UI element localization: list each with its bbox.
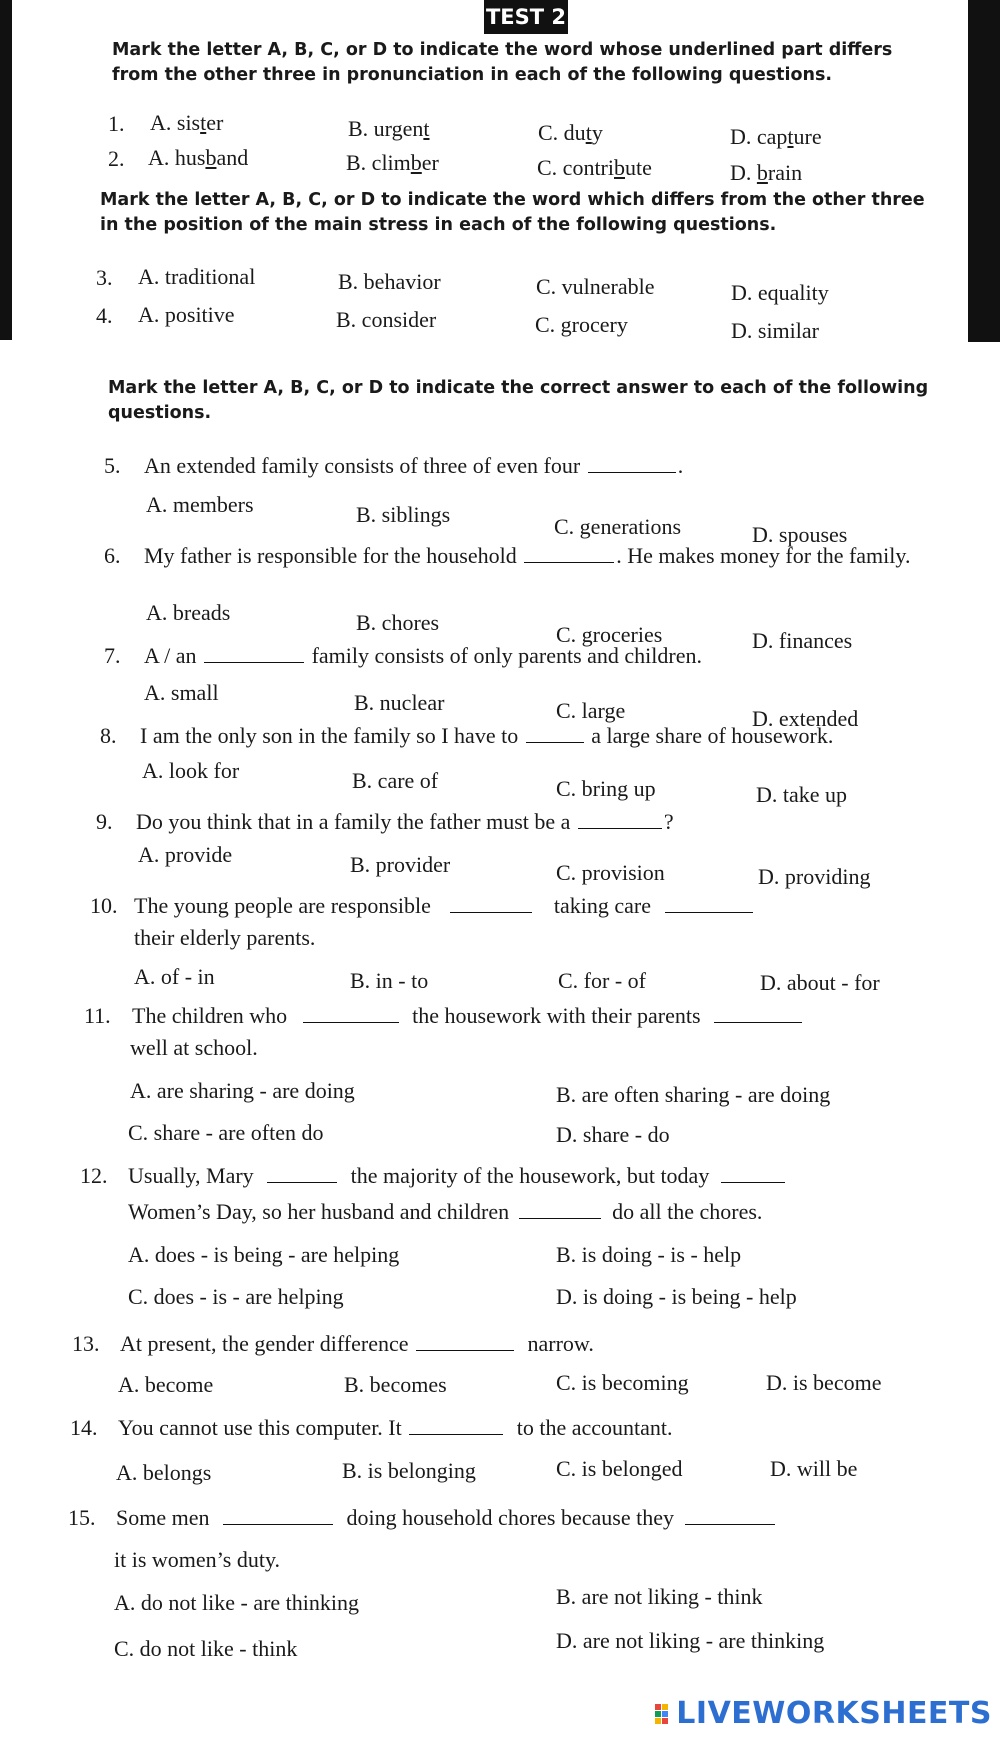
answer-blank[interactable] xyxy=(416,1330,514,1351)
answer-blank[interactable] xyxy=(714,1002,802,1023)
q6-option-c[interactable]: C. groceries xyxy=(556,622,663,647)
q9-option-d[interactable]: D. providing xyxy=(758,864,871,889)
question-3: 3. xyxy=(96,265,113,290)
answer-blank[interactable] xyxy=(409,1414,503,1435)
q4-option-c[interactable]: C. grocery xyxy=(535,312,628,337)
q5-option-c[interactable]: C. generations xyxy=(554,514,682,539)
answer-blank[interactable] xyxy=(204,642,304,663)
instruction-pronunciation: Mark the letter A, B, C, or D to indicate the word whose underlined part differs from the other three in pronunciation in each of the following questions. xyxy=(112,40,893,85)
q12-option-d[interactable]: D. is doing - is being - help xyxy=(556,1284,797,1309)
q6-option-d[interactable]: D. finances xyxy=(752,628,853,653)
answer-blank[interactable] xyxy=(665,892,753,913)
question-15-line2: it is women’s duty. xyxy=(114,1547,281,1572)
q14-option-c[interactable]: C. is belonged xyxy=(556,1456,683,1481)
q7-option-b[interactable]: B. nuclear xyxy=(354,690,445,715)
question-8: 8. I am the only son in the family so I have to a large share of housework. xyxy=(100,723,834,748)
q9-option-b[interactable]: B. provider xyxy=(350,852,451,877)
q1-option-c[interactable]: C. duty xyxy=(538,120,603,145)
q13-option-d[interactable]: D. is become xyxy=(766,1370,882,1395)
answer-blank[interactable] xyxy=(223,1504,333,1525)
question-9: 9. Do you think that in a family the father must be a ? xyxy=(96,809,674,834)
question-11: 11. The children who the housework with their parents xyxy=(84,1000,804,1032)
q2-option-c[interactable]: C. contribute xyxy=(537,155,652,180)
liveworksheets-brand: LIVEWORKSHEETS xyxy=(676,1696,992,1731)
question-10: 10. The young people are responsible taking care xyxy=(90,890,755,922)
q15-option-d[interactable]: D. are not liking - are thinking xyxy=(556,1628,825,1653)
q5-option-b[interactable]: B. siblings xyxy=(356,502,451,527)
question-10-line2: their elderly parents. xyxy=(134,925,316,950)
question-12: 12. Usually, Mary the majority of the housework, but today xyxy=(80,1160,787,1192)
q13-option-a[interactable]: A. become xyxy=(118,1372,214,1397)
q11-option-b[interactable]: B. are often sharing - are doing xyxy=(556,1082,831,1107)
answer-blank[interactable] xyxy=(578,808,662,829)
q5-option-d[interactable]: D. spouses xyxy=(752,522,848,547)
q1-option-b[interactable]: B. urgent xyxy=(348,116,430,141)
question-4: 4. xyxy=(96,303,113,328)
question-7: 7. A / an family consists of only parents and children. xyxy=(104,643,702,668)
q2-option-b[interactable]: B. climber xyxy=(346,150,439,175)
q11-option-d[interactable]: D. share - do xyxy=(556,1122,670,1147)
question-13: 13. At present, the gender difference narrow. xyxy=(72,1331,594,1356)
q10-option-c[interactable]: C. for - of xyxy=(558,968,646,993)
q7-option-d[interactable]: D. extended xyxy=(752,706,859,731)
question-2: 2. xyxy=(108,146,125,171)
q3-option-a[interactable]: A. traditional xyxy=(138,264,256,289)
q8-option-a[interactable]: A. look for xyxy=(142,758,240,783)
q11-option-c[interactable]: C. share - are often do xyxy=(128,1120,324,1145)
q3-option-d[interactable]: D. equality xyxy=(731,280,829,305)
q4-option-a[interactable]: A. positive xyxy=(138,302,235,327)
q4-option-d[interactable]: D. similar xyxy=(731,318,819,343)
q7-option-a[interactable]: A. small xyxy=(144,680,219,705)
scan-edge-left xyxy=(0,0,12,340)
answer-blank[interactable] xyxy=(303,1002,399,1023)
answer-blank[interactable] xyxy=(685,1504,775,1525)
q11-option-a[interactable]: A. are sharing - are doing xyxy=(130,1078,355,1103)
scan-edge-right xyxy=(968,0,1000,342)
q14-option-d[interactable]: D. will be xyxy=(770,1456,858,1481)
q9-option-a[interactable]: A. provide xyxy=(138,842,233,867)
q13-option-b[interactable]: B. becomes xyxy=(344,1372,447,1397)
question-11-line2: well at school. xyxy=(130,1035,258,1060)
q1-option-d[interactable]: D. capture xyxy=(730,124,822,149)
instruction-correct-answer: Mark the letter A, B, C, or D to indicate the correct answer to each of the following questions. xyxy=(108,378,929,423)
q3-option-b[interactable]: B. behavior xyxy=(338,269,441,294)
q6-option-b[interactable]: B. chores xyxy=(356,610,440,635)
q2-option-a[interactable]: A. husband xyxy=(148,145,249,170)
instruction-stress: Mark the letter A, B, C, or D to indicate the word which differs from the other three in the position of the main stress in each of the following questions. xyxy=(100,190,925,235)
answer-blank[interactable] xyxy=(588,452,676,473)
question-12-line2: Women’s Day, so her husband and children do all the chores. xyxy=(128,1199,763,1224)
question-15: 15. Some men doing household chores because they xyxy=(68,1502,777,1534)
q10-option-b[interactable]: B. in - to xyxy=(350,968,429,993)
q8-option-b[interactable]: B. care of xyxy=(352,768,439,793)
liveworksheets-watermark xyxy=(655,1696,992,1731)
q7-option-c[interactable]: C. large xyxy=(556,698,626,723)
test-title: TEST 2 xyxy=(484,0,568,34)
q4-option-b[interactable]: B. consider xyxy=(336,307,437,332)
answer-blank[interactable] xyxy=(519,1198,601,1219)
q10-option-d[interactable]: D. about - for xyxy=(760,970,880,995)
answer-blank[interactable] xyxy=(267,1162,337,1183)
q10-option-a[interactable]: A. of - in xyxy=(134,964,215,989)
question-14: 14. You cannot use this computer. It to the accountant. xyxy=(70,1415,673,1440)
question-5: 5. An extended family consists of three of even four . xyxy=(104,453,684,478)
q15-option-b[interactable]: B. are not liking - think xyxy=(556,1584,763,1609)
question-1: 1. xyxy=(108,111,125,136)
answer-blank[interactable] xyxy=(526,722,584,743)
q5-option-a[interactable]: A. members xyxy=(146,492,254,517)
q15-option-a[interactable]: A. do not like - are thinking xyxy=(114,1590,360,1615)
q3-option-c[interactable]: C. vulnerable xyxy=(536,274,655,299)
answer-blank[interactable] xyxy=(721,1162,785,1183)
answer-blank[interactable] xyxy=(450,892,532,913)
q13-option-c[interactable]: C. is becoming xyxy=(556,1370,689,1395)
q9-option-c[interactable]: C. provision xyxy=(556,860,665,885)
q12-option-a[interactable]: A. does - is being - are helping xyxy=(128,1242,400,1267)
question-6: 6. My father is responsible for the household . He makes money for the family. xyxy=(104,543,911,568)
q6-option-a[interactable]: A. breads xyxy=(146,600,231,625)
q14-option-a[interactable]: A. belongs xyxy=(116,1460,212,1485)
q1-option-a[interactable]: A. sister xyxy=(150,110,224,135)
liveworksheets-logo-icon xyxy=(655,1704,668,1724)
q8-option-d[interactable]: D. take up xyxy=(756,782,848,807)
q12-option-b[interactable]: B. is doing - is - help xyxy=(556,1242,742,1267)
answer-blank[interactable] xyxy=(524,542,614,563)
q8-option-c[interactable]: C. bring up xyxy=(556,776,656,801)
q14-option-b[interactable]: B. is belonging xyxy=(342,1458,476,1483)
q15-option-c[interactable]: C. do not like - think xyxy=(114,1636,298,1661)
q2-option-d[interactable]: D. brain xyxy=(730,160,803,185)
q12-option-c[interactable]: C. does - is - are helping xyxy=(128,1284,344,1309)
